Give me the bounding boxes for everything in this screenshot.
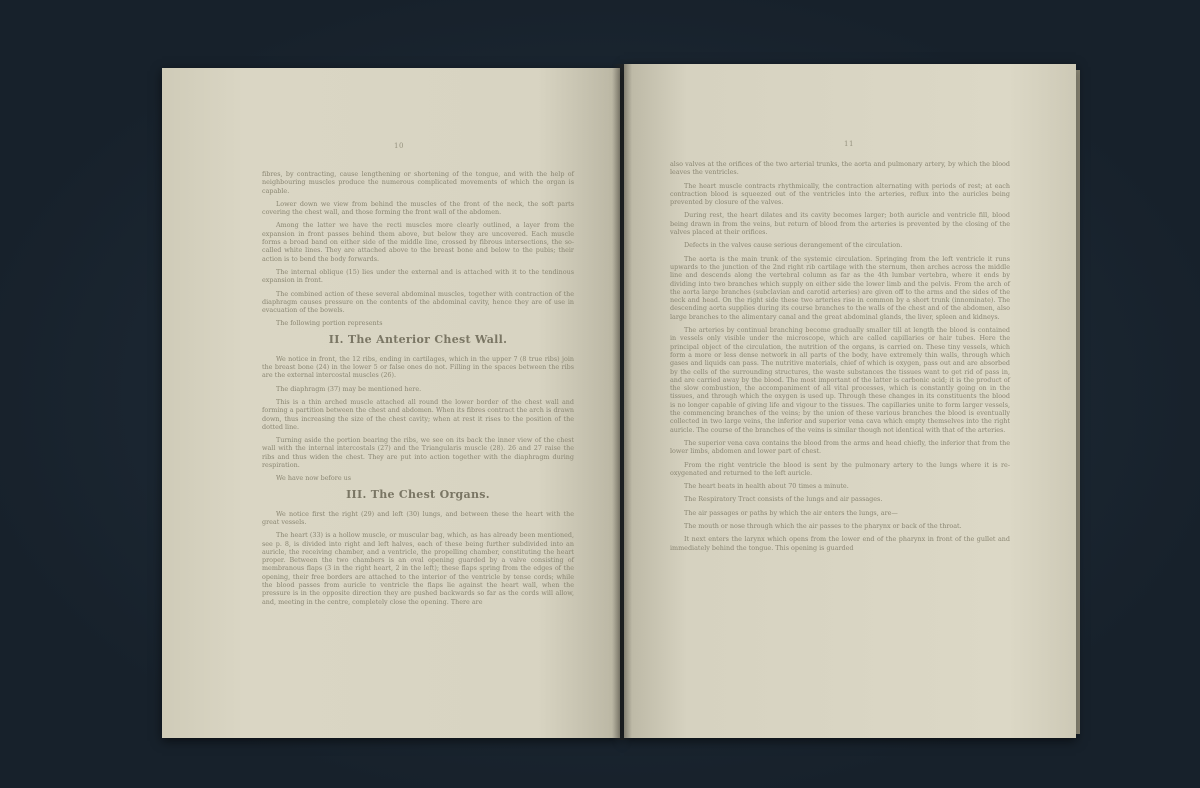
paragraph: The heart muscle contracts rhythmically, the contraction alternating with periods of rest; at each contraction blood is squeezed out of the ventricles into the arteries, reflux into the auricles being prevented by closure of the valves.	[670, 181, 1010, 207]
right-page-text	[670, 160, 1010, 557]
paragraph: The heart beats in health about 70 times a minute.	[684, 482, 849, 491]
paragraph: The diaphragm (37) may be mentioned here.	[276, 384, 422, 393]
paragraph: The internal oblique (15) lies under the external and is attached with it to the tendinous expansion in front.	[262, 267, 574, 285]
paragraph: The heart (33) is a hollow muscle, or muscular bag, which, as has already been mentioned, see p. 8, is divided into right and left halves, each of these being further subdivided into an auricle, the receiving chamber, and a ventricle, the propelling chamber, constituting the heart proper. Between the two chambers is an oval opening guarded by a valve consisting of membranous flaps (3 in the right heart, 2 in the left); these flaps spring from the edges of the opening, their free borders are attached to the interior of the ventricle by tense cords; while the blood passes from auricle to ventricle the flaps lie against the heart wall, when the pressure is in the opposite direction they are pushed backwards so far as the cords will allow, and, meeting in the centre, completely close the opening. There are	[262, 531, 574, 606]
paragraph: We notice in front, the 12 ribs, ending in cartilages, which in the upper 7 (8 true ribs) join the breast bone (24) in the lower 5 or false ones do not. Filling in the spaces between the ribs are the external intercostal muscles (26).	[262, 354, 574, 380]
paragraph: We notice first the right (29) and left (30) lungs, and between these the heart with the great vessels.	[262, 509, 574, 526]
paragraph: The air passages or paths by which the air enters the lungs, are—	[684, 508, 898, 517]
left-page	[162, 68, 620, 738]
paragraph: During rest, the heart dilates and its cavity becomes larger; both auricle and ventricle fill, blood being drawn in from the veins, but return of blood from the arteries is prevented by the closing of the valves placed at their orifices.	[670, 211, 1010, 237]
paragraph: The combined action of these several abdominal muscles, together with contraction of the diaphragm causes pressure on the contents of the abdominal cavity, hence they are of use in evacuation of the bowels.	[262, 289, 574, 315]
paragraph: Defects in the valves cause serious derangement of the circulation.	[684, 241, 903, 250]
book-gutter	[612, 64, 632, 740]
paragraph: The aorta is the main trunk of the systemic circulation. Springing from the left ventricle it runs upwards to the junction of the 2nd right rib cartilage with the sternum, then arches across the middle line and descends along the vertebral column as far as the 4th lumbar vertebra, where it ends by dividing into two branches which supply on either side the lower limb and the pelvis. From the arch of the aorta large branches (subclavian and carotid arteries) are given off to the arms and the sides of the neck and head. On the right side these two arteries rise in common by a short trunk (innominate). The descending aorta supplies during its course branches to the walls of the chest and of the abdomen, also large branches to the alimentary canal and the great abdominal glands, the liver, spleen and kidneys.	[670, 254, 1010, 321]
paragraph: The superior vena cava contains the blood from the arms and head chiefly, the inferior that from the lower limbs, abdomen and lower part of chest.	[670, 438, 1010, 456]
page-number: 11	[844, 140, 854, 148]
paragraph: The arteries by continual branching become gradually smaller till at length the blood is contained in vessels only visible under the microscope, which are called capillaries or hair tubes. Here the principal object of the circulation, the nutrition of the organs, is carried on. These tiny vessels, which form a more or less dense network in all parts of the body, have extremely thin walls, through which gases and liquids can pass. The nutritive materials, chief of which is oxygen, pass out and are absorbed by the cells of the surrounding structures, the waste substances the tissues want to get rid of pass in, and are carried away by the blood. The most important of the latter is carbonic acid; it is the product of the slow combustion, the accompaniment of all vital processes, which is constantly going on in the tissues, and through which the oxygen is used up. Through these changes in its constituents the blood is no longer capable of giving life and vigour to the tissues. The capillaries unite to form larger vessels, the commencing branches of the veins; by the union of these various branches the blood is eventually collected in two large veins, the inferior and superior vena cava which empty themselves into the right auricle. The course of the branches of the veins is similar though not identical with that of the arteries.	[670, 326, 1010, 434]
section-heading: III. The Chest Organs.	[346, 487, 490, 501]
section-heading: II. The Anterior Chest Wall.	[328, 332, 508, 346]
paragraph: From the right ventricle the blood is sent by the pulmonary artery to the lungs where it is re-oxygenated and returned to the left auricle.	[670, 460, 1010, 477]
paragraph: We have now before us	[276, 474, 352, 483]
right-page	[624, 64, 1076, 738]
paragraph: Among the latter we have the recti muscles more clearly outlined, a layer from the expansion in front passes behind them above, but below they are uncovered. Each muscle forms a broad band on either side of the middle line, crossed by fibrous intersections, the so-called white lines. They are attached above to the breast bone and below to the pubis; their action is to bend the body forwards.	[262, 221, 574, 263]
paragraph: Lower down we view from behind the muscles of the front of the neck, the soft parts covering the chest wall, and those forming the front wall of the abdomen.	[262, 199, 574, 217]
paragraph: It next enters the larynx which opens from the lower end of the pharynx in front of the gullet and immediately behind the tongue. This opening is guarded	[670, 535, 1010, 552]
paragraph: also valves at the orifices of the two arterial trunks, the aorta and pulmonary artery, by which the blood leaves the ventricles.	[670, 160, 1010, 177]
paragraph: This is a thin arched muscle attached all round the lower border of the chest wall and forming a partition between the chest and abdomen. When its fibres contract the arch is drawn down, thus increasing the size of the chest cavity; when at rest it rises to the position of the dotted line.	[262, 397, 574, 431]
left-page-text	[262, 170, 574, 611]
page-number: 10	[394, 142, 404, 150]
paragraph: Turning aside the portion bearing the ribs, we see on its back the inner view of the chest wall with the internal intercostals (27) and the Triangularis muscle (28). 26 and 27 raise the ribs and thus widen the chest. They are put into action together with the diaphragm during respiration.	[262, 436, 574, 470]
paragraph: The Respiratory Tract consists of the lungs and air passages.	[684, 495, 883, 504]
paragraph: The mouth or nose through which the air passes to the pharynx or back of the throat.	[684, 521, 962, 530]
paragraph: The following portion represents	[276, 319, 383, 328]
paragraph: fibres, by contracting, cause lengthening or shortening of the tongue, and with the help of neighbouring muscles produce the numerous complicated movements of which the organ is capable.	[262, 170, 574, 195]
